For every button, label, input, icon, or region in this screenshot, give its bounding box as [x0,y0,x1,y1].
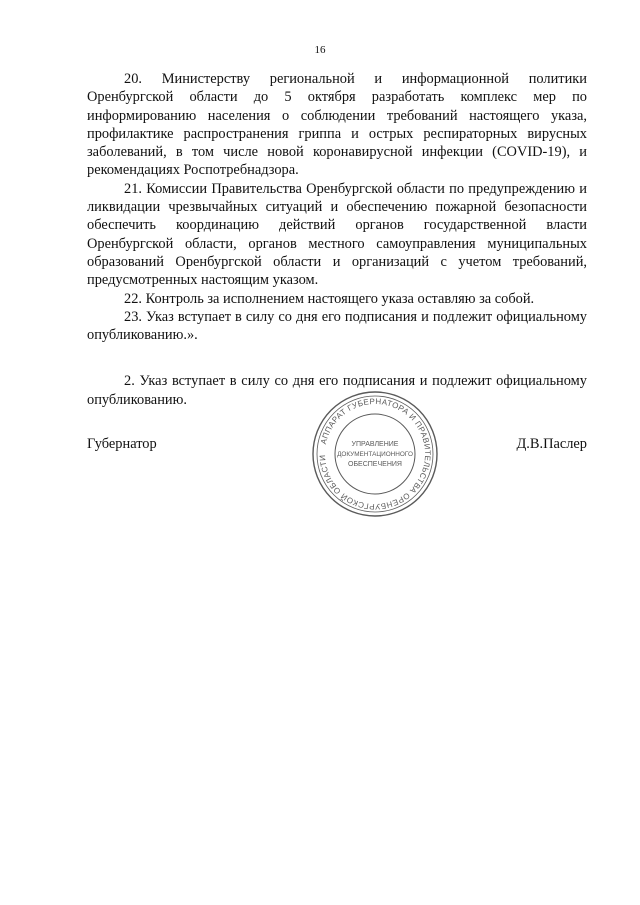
paragraph-21: 21. Комиссии Правительства Оренбургской области по предупреждению и ликвидации чрезвычайных ситуаций и обеспечению пожарной безопасности обеспечить координацию действий органов государственной власти Оренбургской области, органов местного самоуправления муниципальных образований Оренбургской области и организаций с учетом требований, предусмотренных настоящим указом. [87,180,587,289]
stamp-line-1: УПРАВЛЕНИЕ [351,441,399,448]
paragraph-20: 20. Министерству региональной и информационной политики Оренбургской области до 5 октября разработать комплекс мер по информированию населения о соблюдении требований настоящего указа, профилактике распространения гриппа и острых респираторных вирусных заболеваний, в том числе новой коронавирусной инфекции (COVID-19), и рекомендациях Роспотребнадзора. [87,71,587,179]
paragraph-22: 22. Контроль за исполнением настоящего указа оставляю за собой. [124,290,535,307]
document-body [87,70,587,409]
signatory-name: Д.В.Паслер [516,436,587,452]
paragraph-2-effective-date: 2. Указ вступает в силу со дня его подписания и подлежит официальному опубликованию. [87,373,587,408]
stamp-ring-text: АППАРАТ ГУБЕРНАТОРА И ПРАВИТЕЛЬСТВА ОРЕНБУРГСКОЙ ОБЛАСТИ [317,396,433,512]
page-number: 16 [314,44,326,56]
paragraph-23: 23. Указ вступает в силу со дня его подписания и подлежит официальному опубликованию.». [87,308,587,344]
signatory-title: Губернатор [87,436,157,452]
stamp-line-3: ОБЕСПЕЧЕНИЯ [348,461,402,468]
stamp-line-2: ДОКУМЕНТАЦИОННОГО [337,451,413,458]
official-stamp [310,389,440,519]
